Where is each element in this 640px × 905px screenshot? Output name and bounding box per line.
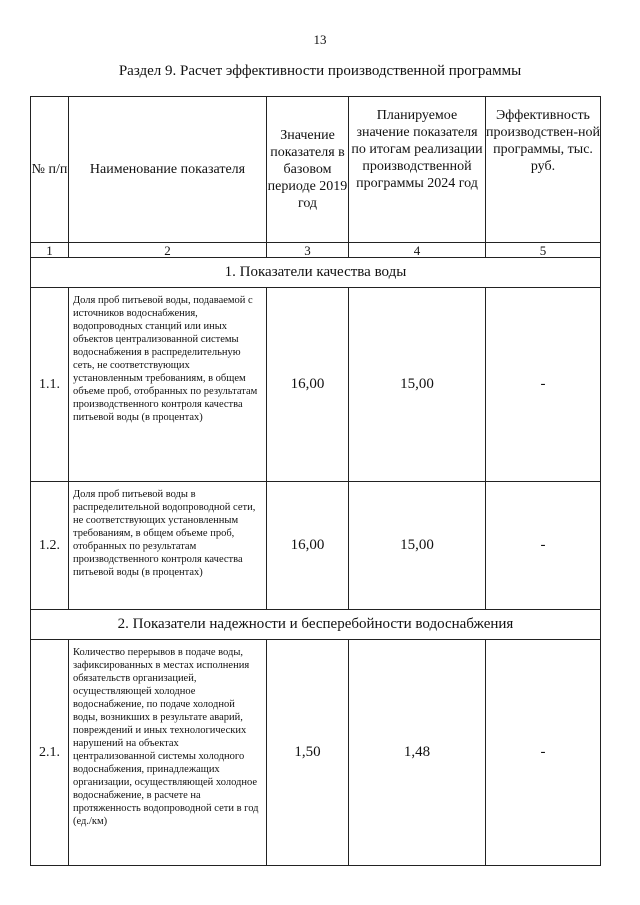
base-value: 16,00 — [267, 288, 349, 482]
column-number: 5 — [486, 243, 601, 258]
column-number: 2 — [69, 243, 267, 258]
header-indicator-name: Наименование показателя — [69, 97, 267, 243]
column-number: 3 — [267, 243, 349, 258]
efficiency-table — [30, 96, 601, 866]
table-row — [31, 482, 601, 610]
header-efficiency: Эффективность производствен-ной программы, тыс. руб. — [486, 97, 601, 243]
row-number: 1.2. — [31, 482, 69, 610]
section-title: Раздел 9. Расчет эффективности производственной программы — [118, 63, 522, 79]
efficiency-value: - — [486, 640, 601, 866]
planned-value: 15,00 — [349, 288, 486, 482]
group-title: 1. Показатели качества воды — [31, 258, 601, 288]
group-row — [31, 258, 601, 288]
column-number: 4 — [349, 243, 486, 258]
row-number: 1.1. — [31, 288, 69, 482]
group-row — [31, 610, 601, 640]
header-planned-value: Планируемое значение показателя по итогам реализации производственной программы 2024 год — [349, 97, 486, 243]
base-value: 16,00 — [267, 482, 349, 610]
page-number: 13 — [313, 32, 327, 47]
table-row — [31, 640, 601, 866]
indicator-name: Доля проб питьевой воды, подаваемой с источников водоснабжения, водопроводных станций или иных объектов централизованной системы водоснабжения в распределительную сеть, не соответствующих установленным требованиям, в общем объеме проб, отобранных по результатам производственного контроля качества питьевой воды (в процентах) — [69, 288, 267, 482]
efficiency-value: - — [486, 288, 601, 482]
indicator-name: Доля проб питьевой воды в распределительной водопроводной сети, не соответствующих установленным требованиям, в общем объеме проб, отобранных по результатам производственного контроля качества питьевой воды (в процентах) — [69, 482, 267, 610]
table-header-row — [31, 97, 601, 243]
header-base-value: Значение показателя в базовом периоде 2019 год — [267, 97, 349, 243]
header-number: № п/п — [31, 97, 69, 243]
planned-value: 1,48 — [349, 640, 486, 866]
column-number: 1 — [31, 243, 69, 258]
group-title: 2. Показатели надежности и бесперебойности водоснабжения — [31, 610, 601, 640]
column-numbers-row — [31, 243, 601, 258]
indicator-name: Количество перерывов в подаче воды, зафиксированных в местах исполнения обязательств организацией, осуществляющей холодное водоснабжение, по подаче холодной воды, возникших в результате аварий, повреждений и иных технологических нарушений на объектах централизованной системы холодного водоснабжения, принадлежащих организации, осуществляющей холодное водоснабжение, в расчете на протяженность водопроводной сети в год (ед./км) — [69, 640, 267, 866]
row-number: 2.1. — [31, 640, 69, 866]
planned-value: 15,00 — [349, 482, 486, 610]
efficiency-value: - — [486, 482, 601, 610]
table-row — [31, 288, 601, 482]
base-value: 1,50 — [267, 640, 349, 866]
